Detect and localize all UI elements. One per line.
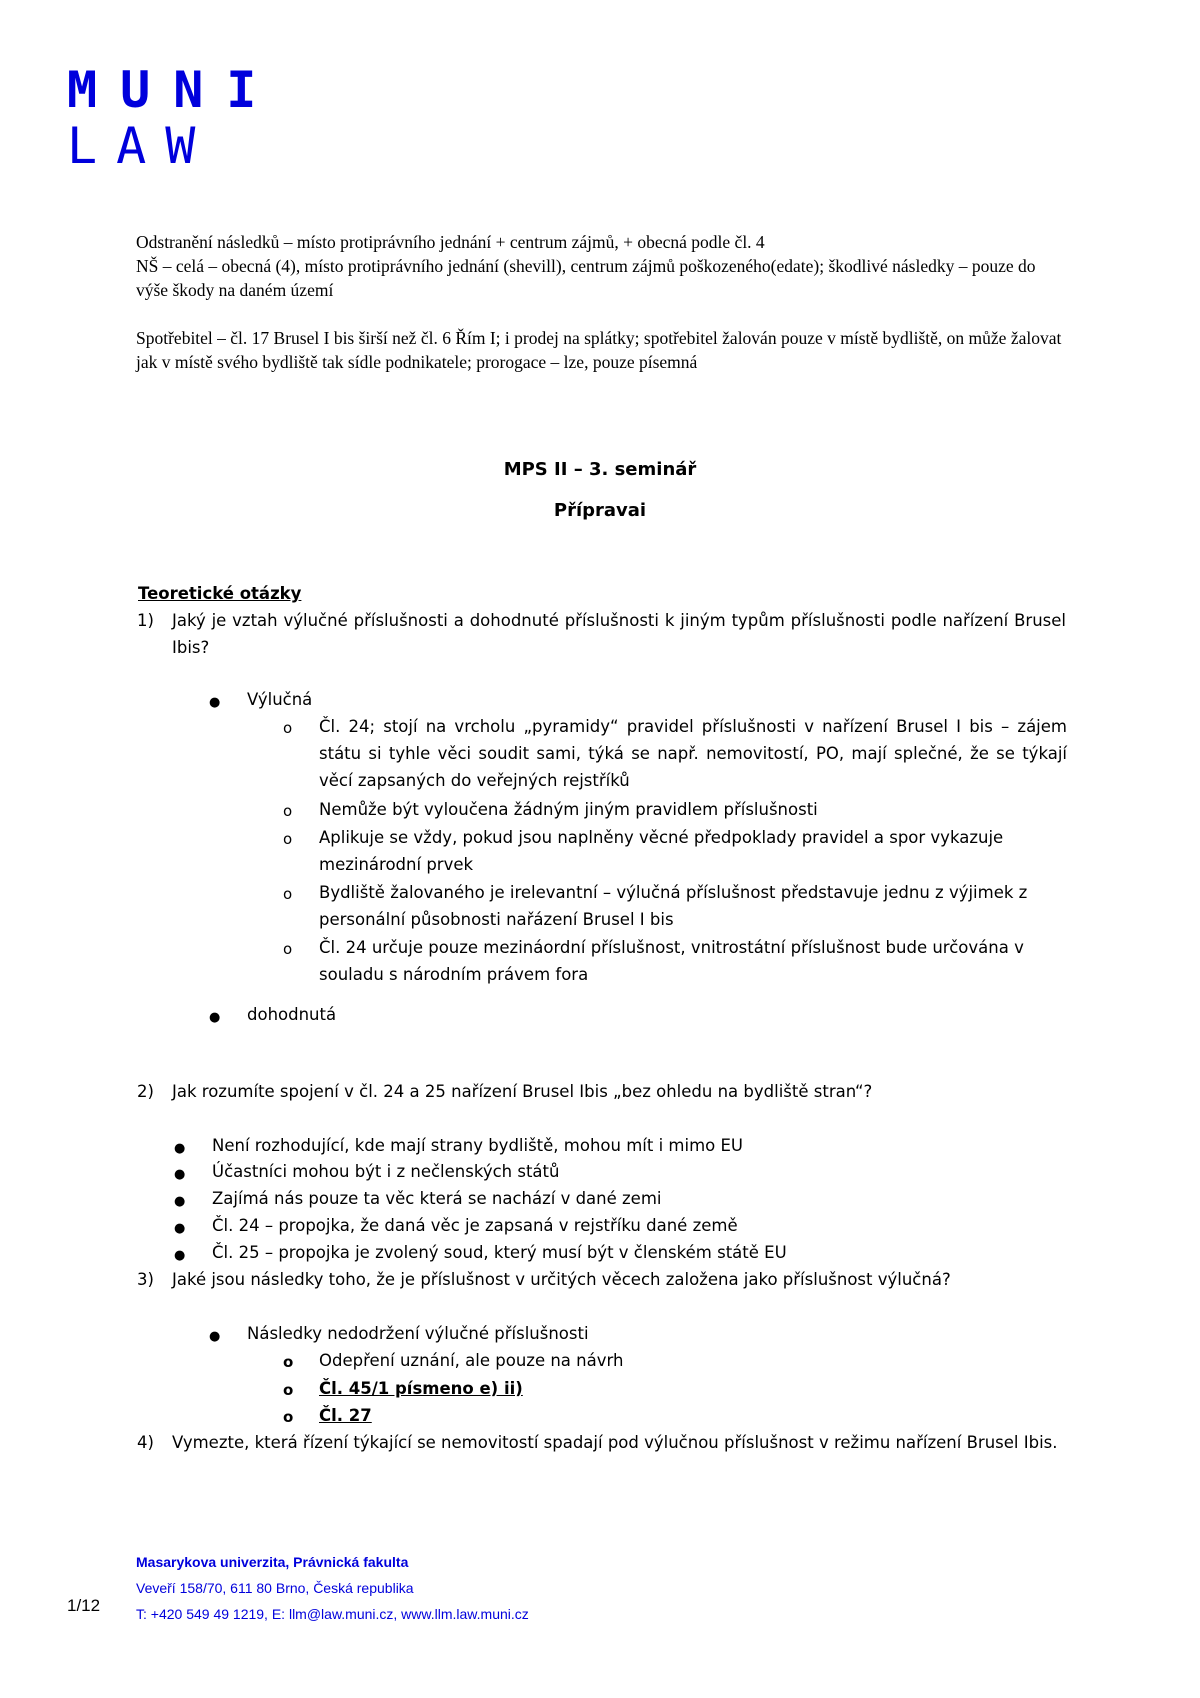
logo-line-law: LAW <box>67 117 215 175</box>
footer-contact: T: +420 549 49 1219, E: llm@law.muni.cz, www.llm.law.muni.cz <box>136 1606 529 1622</box>
list-item: Čl. 24 – propojka, že daná věc je zapsaná v rejstříku dané země <box>212 1216 738 1235</box>
bullet-icon: ● <box>209 1010 221 1025</box>
logo-line-muni: MUNI <box>67 61 280 119</box>
list-item: Aplikuje se vždy, pokud jsou naplněny věcné předpoklady pravidel a spor vykazuje mezinárodní prvek <box>319 828 1004 874</box>
bullet-icon: ● <box>209 1329 221 1344</box>
footer-institution: Masarykova univerzita, Právnická fakulta <box>136 1554 409 1570</box>
note-line: NŠ – celá – obecná (4), místo protiprávního jednání (shevill), centrum zájmů poškozeného(edate); škodlivé následky – pouze do výše škody na daném území <box>136 256 1036 300</box>
section-title: Teoretické otázky <box>138 584 302 603</box>
list-item: Čl. 24 určuje pouze mezináordní příslušnost, vnitrostátní příslušnost bude určována v souladu s národním právem fora <box>319 938 1024 984</box>
list-item: Čl. 24; stojí na vrcholu „pyramidy“ pravidel příslušnosti v nařízení Brusel I bis – zájem státu si tyhle věci soudit sami, týká se např. nemovitostí, PO, mají splečné, že se týkají věcí zapsaných do veřejných rejstříků <box>319 717 1067 790</box>
footer <box>136 1549 529 1627</box>
circle-bullet-icon: o <box>283 1381 294 1399</box>
page-title: MPS II – 3. seminář <box>503 459 697 480</box>
question-text: Jaké jsou následky toho, že je příslušnost v určitých věcech založena jako příslušnost výlučná? <box>172 1270 951 1289</box>
question-text: Vymezte, která řízení týkající se nemovitostí spadají pod výlučnou příslušnost v režimu nařízení Brusel Ibis. <box>172 1433 1058 1452</box>
bullet-icon: ● <box>174 1194 186 1209</box>
list-item: Nemůže být vyloučena žádným jiným pravidlem příslušnosti <box>319 800 818 819</box>
list-item: Není rozhodující, kde mají strany bydliště, mohou mít i mimo EU <box>212 1136 743 1155</box>
question-text: Jak rozumíte spojení v čl. 24 a 25 nařízení Brusel Ibis „bez ohledu na bydliště stran“? <box>172 1082 873 1101</box>
page-subtitle: Přípravai <box>553 500 647 521</box>
circle-bullet-icon: o <box>283 802 293 820</box>
circle-bullet-icon: o <box>283 719 293 737</box>
list-item: Zajímá nás pouze ta věc která se nachází v dané zemi <box>212 1189 662 1208</box>
circle-bullet-icon: o <box>283 1353 294 1371</box>
circle-bullet-icon: o <box>283 885 293 903</box>
footer-address: Veveří 158/70, 611 80 Brno, Česká republika <box>136 1580 414 1596</box>
list-item: Čl. 27 <box>319 1406 372 1425</box>
list-item: Čl. 45/1 písmeno e) ii) <box>319 1379 523 1398</box>
list-item: dohodnutá <box>247 1005 337 1024</box>
question-number: 3) <box>137 1270 154 1289</box>
list-item: Bydliště žalovaného je irelevantní – výlučná příslušnost představuje jednu z výjimek z personální působnosti nařázení Brusel I bis <box>319 883 1028 929</box>
bullet-icon: ● <box>174 1248 186 1263</box>
bullet-icon: ● <box>174 1141 186 1156</box>
question-text: Jaký je vztah výlučné příslušnosti a dohodnuté příslušnosti k jiným typům příslušnosti podle nařízení Brusel Ibis? <box>172 611 1066 657</box>
muni-law-logo <box>67 62 279 174</box>
bullet-icon: ● <box>209 695 221 710</box>
bullet-icon: ● <box>174 1167 186 1182</box>
page-number: 1/12 <box>67 1596 101 1615</box>
circle-bullet-icon: o <box>283 940 293 958</box>
note-line: Spotřebitel – čl. 17 Brusel I bis širší než čl. 6 Řím I; i prodej na splátky; spotřebitel žalován pouze v místě bydliště, on může žalovat jak v místě svého bydliště tak sídle podnikatele; prorogace – lze, pouze písemná <box>136 328 1062 372</box>
list-item: Odepření uznání, ale pouze na návrh <box>319 1351 624 1370</box>
question-number: 4) <box>137 1433 154 1452</box>
list-item: Účastníci mohou být i z nečlenských států <box>212 1162 560 1181</box>
question-number: 2) <box>137 1082 154 1101</box>
list-item: Následky nedodržení výlučné příslušnosti <box>247 1324 589 1343</box>
circle-bullet-icon: o <box>283 830 293 848</box>
notes-block <box>136 230 1066 374</box>
question-number: 1) <box>137 611 154 630</box>
circle-bullet-icon: o <box>283 1408 294 1426</box>
list-item: Výlučná <box>247 690 313 709</box>
list-item: Čl. 25 – propojka je zvolený soud, který musí být v členském státě EU <box>212 1243 787 1262</box>
bullet-icon: ● <box>174 1221 186 1236</box>
note-line: Odstranění následků – místo protiprávního jednání + centrum zájmů, + obecná podle čl. 4 <box>136 232 765 252</box>
